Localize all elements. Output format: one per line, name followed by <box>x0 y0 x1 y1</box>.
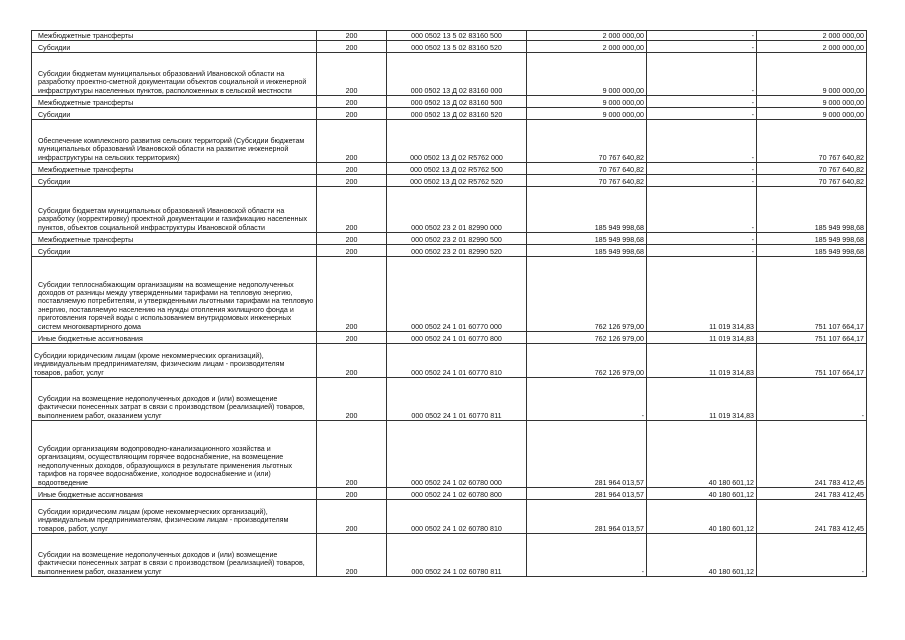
row-executed-amount: - <box>647 41 757 53</box>
row-unexecuted-amount: 751 107 664,17 <box>757 344 867 378</box>
row-executed-amount: 40 180 601,12 <box>647 534 757 577</box>
row-code: 200 <box>317 488 387 500</box>
row-approved-amount: 70 767 640,82 <box>527 120 647 163</box>
row-code: 200 <box>317 187 387 233</box>
row-executed-amount: - <box>647 163 757 175</box>
row-approved-amount: 2 000 000,00 <box>527 31 647 41</box>
row-executed-amount: 11 019 314,83 <box>647 344 757 378</box>
row-code: 200 <box>317 233 387 245</box>
budget-execution-table <box>31 30 867 577</box>
row-name: Субсидии <box>32 245 317 257</box>
row-name: Субсидии организациям водопроводно-канализационного хозяйства и организациям, осуществляющим горячее водоснабжение, на возмещение недополученных доходов, образующихся в результате применения льготных тарифов на горячее водоснабжение, холодное водоснабжение и (или) водоотведение <box>32 421 317 488</box>
row-executed-amount: - <box>647 233 757 245</box>
table-row <box>32 120 867 163</box>
row-approved-amount: 762 126 979,00 <box>527 257 647 332</box>
row-executed-amount: 40 180 601,12 <box>647 488 757 500</box>
row-approved-amount: 762 126 979,00 <box>527 332 647 344</box>
row-executed-amount: - <box>647 31 757 41</box>
row-code: 200 <box>317 31 387 41</box>
row-classification-code: 000 0502 13 Д 02 R5762 500 <box>387 163 527 175</box>
row-executed-amount: 11 019 314,83 <box>647 378 757 421</box>
row-approved-amount: 185 949 998,68 <box>527 245 647 257</box>
table-row <box>32 96 867 108</box>
row-approved-amount: - <box>527 534 647 577</box>
table-row <box>32 245 867 257</box>
table-row <box>32 175 867 187</box>
row-name: Субсидии <box>32 41 317 53</box>
row-executed-amount: - <box>647 245 757 257</box>
row-name: Субсидии юридическим лицам (кроме некоммерческих организаций), индивидуальным предпринимателям, физическим лицам - производителям товаров, работ, услуг <box>32 500 317 534</box>
row-executed-amount: - <box>647 120 757 163</box>
row-unexecuted-amount: 70 767 640,82 <box>757 175 867 187</box>
row-classification-code: 000 0502 23 2 01 82990 520 <box>387 245 527 257</box>
row-classification-code: 000 0502 13 5 02 83160 500 <box>387 31 527 41</box>
row-code: 200 <box>317 257 387 332</box>
row-executed-amount: - <box>647 96 757 108</box>
row-executed-amount: 11 019 314,83 <box>647 332 757 344</box>
table-row <box>32 500 867 534</box>
row-approved-amount: 281 964 013,57 <box>527 421 647 488</box>
row-approved-amount: 9 000 000,00 <box>527 53 647 96</box>
table-row <box>32 534 867 577</box>
row-name: Межбюджетные трансферты <box>32 96 317 108</box>
row-classification-code: 000 0502 13 Д 02 R5762 000 <box>387 120 527 163</box>
row-approved-amount: 185 949 998,68 <box>527 187 647 233</box>
table-row <box>32 163 867 175</box>
row-unexecuted-amount: 241 783 412,45 <box>757 488 867 500</box>
row-executed-amount: 40 180 601,12 <box>647 421 757 488</box>
row-classification-code: 000 0502 23 2 01 82990 000 <box>387 187 527 233</box>
row-code: 200 <box>317 120 387 163</box>
row-code: 200 <box>317 344 387 378</box>
row-classification-code: 000 0502 13 Д 02 83160 000 <box>387 53 527 96</box>
row-executed-amount: - <box>647 108 757 120</box>
row-approved-amount: 70 767 640,82 <box>527 175 647 187</box>
row-unexecuted-amount: 70 767 640,82 <box>757 163 867 175</box>
row-name: Обеспечение комплексного развития сельских территорий (Субсидии бюджетам муниципальных образований Ивановской области на развитие инженерной инфраструктуры на сельских территориях) <box>32 120 317 163</box>
table-row <box>32 31 867 41</box>
row-name: Субсидии на возмещение недополученных доходов и (или) возмещение фактически понесенных затрат в связи с производством (реализацией) товаров, выполнением работ, оказанием услуг <box>32 534 317 577</box>
row-code: 200 <box>317 108 387 120</box>
row-unexecuted-amount: 9 000 000,00 <box>757 108 867 120</box>
row-executed-amount: 11 019 314,83 <box>647 257 757 332</box>
row-executed-amount: 40 180 601,12 <box>647 500 757 534</box>
row-code: 200 <box>317 534 387 577</box>
row-name: Межбюджетные трансферты <box>32 163 317 175</box>
row-unexecuted-amount: 2 000 000,00 <box>757 41 867 53</box>
row-name: Субсидии теплоснабжающим организациям на возмещение недополученных доходов от разницы между утвержденными тарифами на тепловую энергию, поставляемую потребителям, и утвержденными льготными тарифами на тепловую энергию, поставляемую населению на нужды отопления жилищного фонда и приготовления горячей воды с использованием внутридомовых инженерных систем многоквартирного дома <box>32 257 317 332</box>
row-approved-amount: 762 126 979,00 <box>527 344 647 378</box>
table-row <box>32 421 867 488</box>
row-unexecuted-amount: 751 107 664,17 <box>757 257 867 332</box>
row-classification-code: 000 0502 24 1 01 60770 811 <box>387 378 527 421</box>
row-name: Иные бюджетные ассигнования <box>32 332 317 344</box>
row-code: 200 <box>317 41 387 53</box>
table-row <box>32 233 867 245</box>
row-classification-code: 000 0502 24 1 01 60770 800 <box>387 332 527 344</box>
row-code: 200 <box>317 53 387 96</box>
row-classification-code: 000 0502 13 5 02 83160 520 <box>387 41 527 53</box>
row-name: Субсидии бюджетам муниципальных образований Ивановской области на разработку (корректировку) проектной документации и газификацию населенных пунктов, объектов социальной инфраструктуры Ивановской области <box>32 187 317 233</box>
table-row <box>32 488 867 500</box>
row-name: Субсидии <box>32 108 317 120</box>
row-executed-amount: - <box>647 53 757 96</box>
row-code: 200 <box>317 332 387 344</box>
row-approved-amount: 9 000 000,00 <box>527 96 647 108</box>
row-approved-amount: 281 964 013,57 <box>527 500 647 534</box>
row-unexecuted-amount: - <box>757 378 867 421</box>
row-unexecuted-amount: 70 767 640,82 <box>757 120 867 163</box>
row-approved-amount: 70 767 640,82 <box>527 163 647 175</box>
row-code: 200 <box>317 175 387 187</box>
row-name: Межбюджетные трансферты <box>32 31 317 41</box>
row-classification-code: 000 0502 24 1 02 60780 800 <box>387 488 527 500</box>
row-approved-amount: 2 000 000,00 <box>527 41 647 53</box>
row-unexecuted-amount: 751 107 664,17 <box>757 332 867 344</box>
row-classification-code: 000 0502 24 1 02 60780 000 <box>387 421 527 488</box>
row-unexecuted-amount: 241 783 412,45 <box>757 500 867 534</box>
row-code: 200 <box>317 96 387 108</box>
row-unexecuted-amount: 185 949 998,68 <box>757 233 867 245</box>
row-unexecuted-amount: 2 000 000,00 <box>757 31 867 41</box>
row-unexecuted-amount: 9 000 000,00 <box>757 96 867 108</box>
table-row <box>32 41 867 53</box>
row-name: Иные бюджетные ассигнования <box>32 488 317 500</box>
row-name: Субсидии юридическим лицам (кроме некоммерческих организаций), индивидуальным предпринимателям, физическим лицам - производителям товаров, работ, услуг <box>32 344 317 378</box>
row-approved-amount: 281 964 013,57 <box>527 488 647 500</box>
row-executed-amount: - <box>647 175 757 187</box>
table-row <box>32 332 867 344</box>
row-name: Субсидии бюджетам муниципальных образований Ивановской области на разработку проектно-сметной документации объектов социальной и инженерной инфраструктуры населенных пунктов, расположенных в сельской местности <box>32 53 317 96</box>
row-unexecuted-amount: 185 949 998,68 <box>757 187 867 233</box>
table-row <box>32 344 867 378</box>
table-row <box>32 53 867 96</box>
row-approved-amount: - <box>527 378 647 421</box>
row-name: Субсидии <box>32 175 317 187</box>
table-row <box>32 108 867 120</box>
row-classification-code: 000 0502 13 Д 02 83160 520 <box>387 108 527 120</box>
table-row <box>32 187 867 233</box>
row-unexecuted-amount: - <box>757 534 867 577</box>
row-classification-code: 000 0502 24 1 02 60780 811 <box>387 534 527 577</box>
row-executed-amount: - <box>647 187 757 233</box>
row-classification-code: 000 0502 23 2 01 82990 500 <box>387 233 527 245</box>
row-approved-amount: 9 000 000,00 <box>527 108 647 120</box>
row-code: 200 <box>317 421 387 488</box>
row-name: Субсидии на возмещение недополученных доходов и (или) возмещение фактически понесенных затрат в связи с производством (реализацией) товаров, выполнением работ, оказанием услуг <box>32 378 317 421</box>
row-unexecuted-amount: 185 949 998,68 <box>757 245 867 257</box>
row-code: 200 <box>317 245 387 257</box>
row-name: Межбюджетные трансферты <box>32 233 317 245</box>
row-unexecuted-amount: 9 000 000,00 <box>757 53 867 96</box>
row-approved-amount: 185 949 998,68 <box>527 233 647 245</box>
row-code: 200 <box>317 500 387 534</box>
row-classification-code: 000 0502 24 1 01 60770 810 <box>387 344 527 378</box>
row-classification-code: 000 0502 24 1 01 60770 000 <box>387 257 527 332</box>
row-classification-code: 000 0502 24 1 02 60780 810 <box>387 500 527 534</box>
row-code: 200 <box>317 378 387 421</box>
row-classification-code: 000 0502 13 Д 02 83160 500 <box>387 96 527 108</box>
row-classification-code: 000 0502 13 Д 02 R5762 520 <box>387 175 527 187</box>
table-row <box>32 378 867 421</box>
row-unexecuted-amount: 241 783 412,45 <box>757 421 867 488</box>
table-row <box>32 257 867 332</box>
row-code: 200 <box>317 163 387 175</box>
